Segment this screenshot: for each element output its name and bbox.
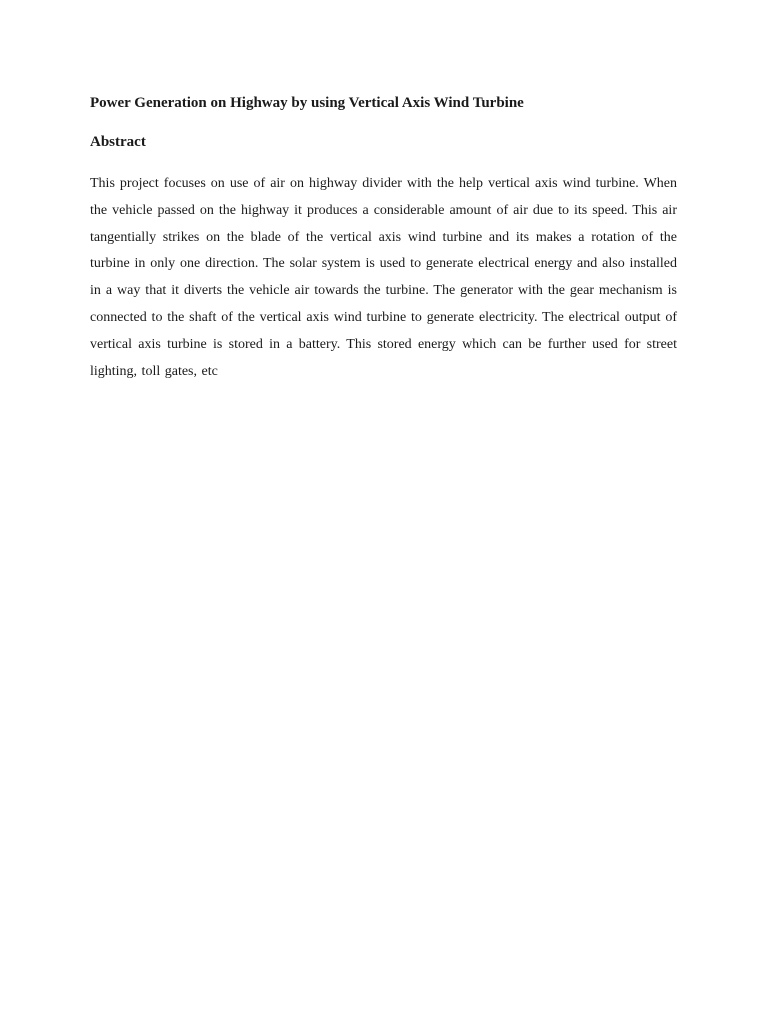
section-heading-abstract: Abstract: [90, 134, 146, 150]
document-title: Power Generation on Highway by using Vertical Axis Wind Turbine: [90, 95, 524, 111]
abstract-paragraph: This project focuses on use of air on highway divider with the help vertical axis wind turbine. When the vehicle passed on the highway it produces a considerable amount of air due to its speed. This air tangentially strikes on the blade of the vertical axis wind turbine and its makes a rotation of the turbine in only one direction. The solar system is used to generate electrical energy and also installed in a way that it diverts the vehicle air towards the turbine. The generator with the gear mechanism is connected to the shaft of the vertical axis wind turbine to generate electricity. The electrical output of vertical axis turbine is stored in a battery. This stored energy which can be further used for street lighting, toll gates, etc: [90, 176, 677, 379]
